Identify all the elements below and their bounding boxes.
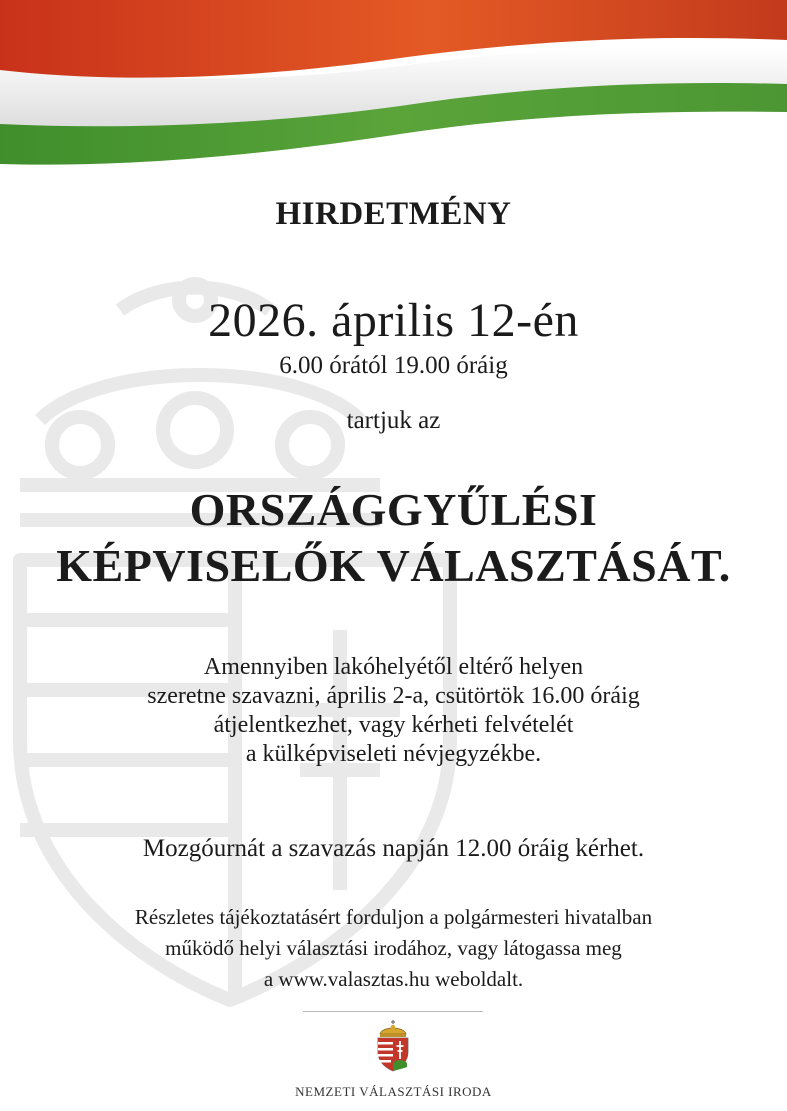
registration-paragraph <box>0 653 787 769</box>
paragraph-line: a külképviseleti névjegyzékbe. <box>245 741 542 767</box>
paragraph-line: a www.valasztas.hu weboldalt. <box>263 967 524 991</box>
voting-hours: 6.00 órától 19.00 óráig <box>279 352 508 379</box>
flag-wave-banner <box>0 0 787 175</box>
hungarian-coat-of-arms-icon <box>373 1019 413 1073</box>
election-date: 2026. április 12-én <box>208 294 579 347</box>
paragraph-line: szeretne szavazni, április 2-a, csütörtök 16.00 óráig <box>147 683 640 709</box>
organization-name: NEMZETI VÁLASZTÁSI IRODA <box>295 1084 492 1099</box>
paragraph-line: Amennyiben lakóhelyétől eltérő helyen <box>203 654 584 680</box>
lead-text: tartjuk az <box>346 407 441 434</box>
information-paragraph <box>0 902 787 995</box>
coat-of-arms-watermark <box>0 270 470 1010</box>
notice-heading: HIRDETMÉNY <box>275 196 512 232</box>
paragraph-line: Részletes tájékoztatásért forduljon a polgármesteri hivatalban <box>134 905 653 929</box>
paragraph-line: átjelentkezhet, vagy kérheti felvételét <box>213 712 574 738</box>
footer-divider <box>303 1011 483 1012</box>
election-title-line-2: KÉPVISELŐK VÁLASZTÁSÁT. <box>56 540 731 591</box>
election-title-line-1: ORSZÁGGYŰLÉSI <box>189 484 598 535</box>
mobile-ballot-box-paragraph: Mozgóurnát a szavazás napján 12.00 óráig kérhet. <box>142 835 645 862</box>
election-title <box>0 482 787 594</box>
paragraph-line: működő helyi választási irodához, vagy látogassa meg <box>165 936 622 960</box>
